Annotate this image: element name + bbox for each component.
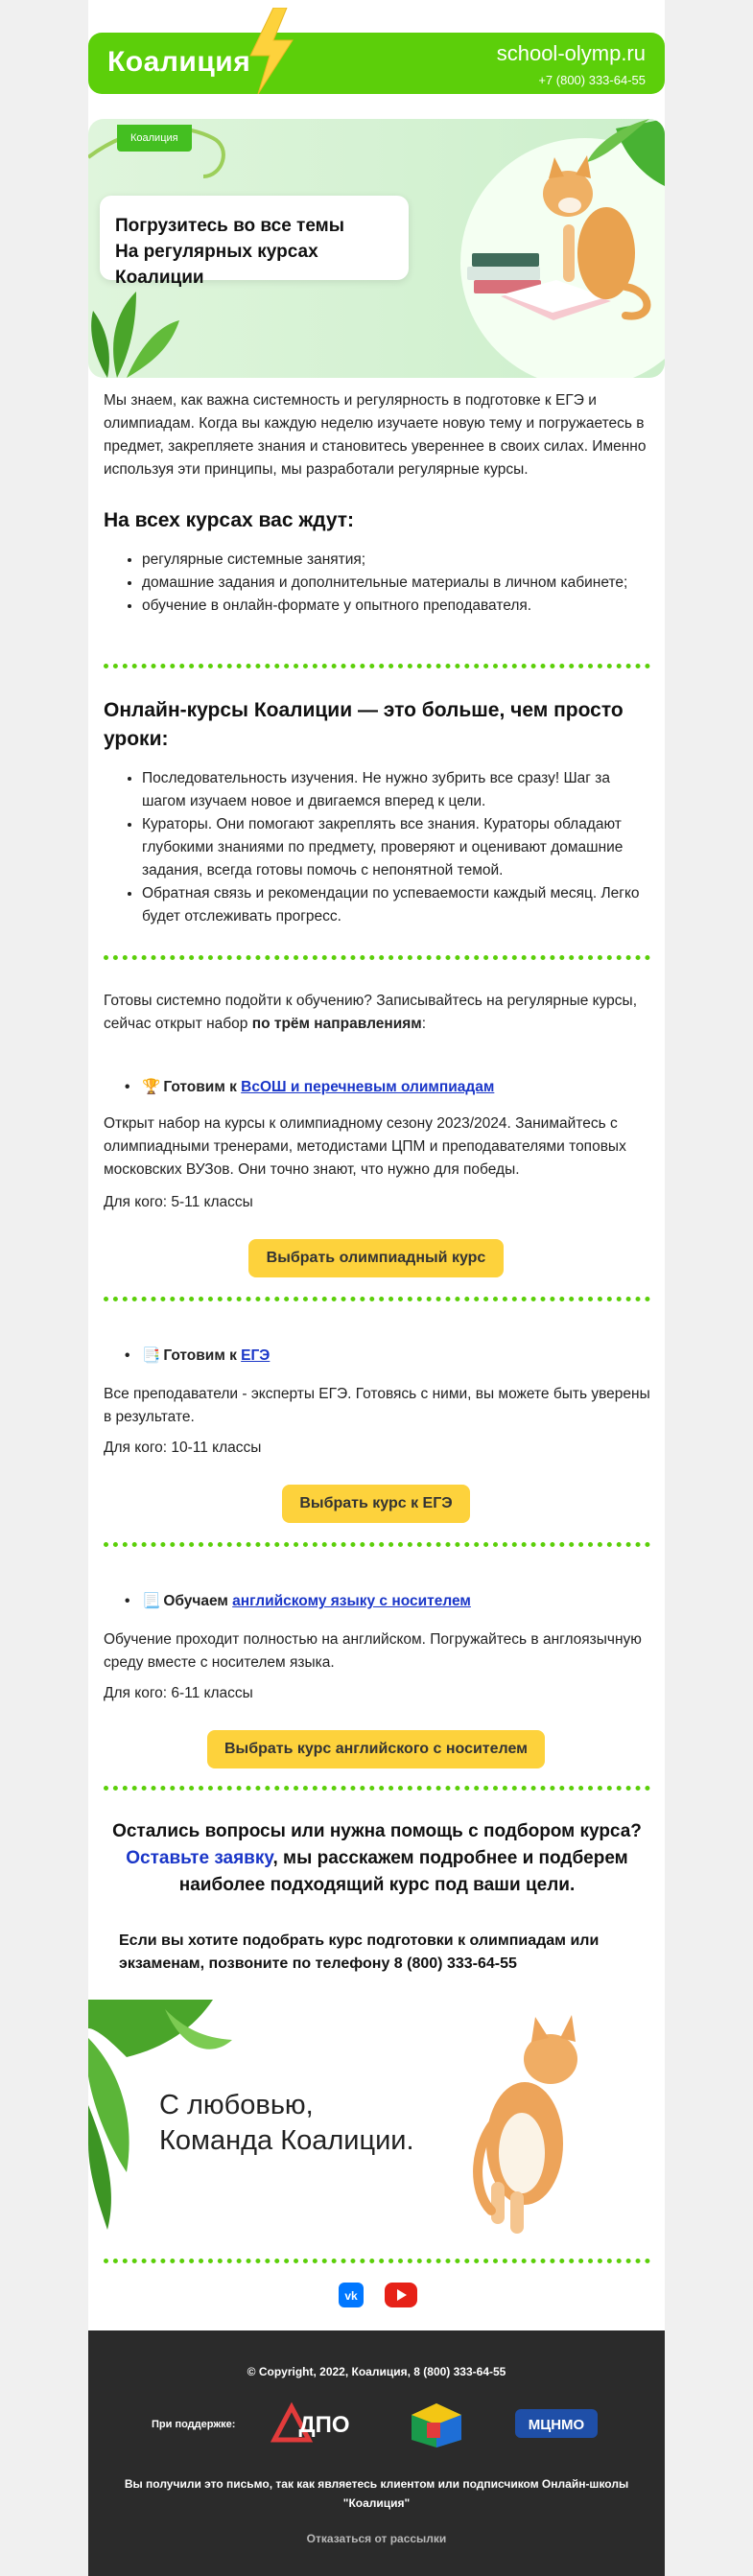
track-prefix: Готовим к (163, 1347, 242, 1364)
hero-badge: Коалиция (117, 125, 192, 152)
page-icon: 📃 (142, 1593, 161, 1609)
vk-icon[interactable] (339, 2283, 364, 2307)
ege-link[interactable]: ЕГЭ (241, 1347, 271, 1364)
track-prefix: Обучаем (163, 1593, 233, 1609)
email-body (88, 0, 665, 2576)
svg-text:vk: vk (344, 2289, 358, 2303)
more-title: Онлайн-курсы Коалиции — это больше, чем просто уроки: (104, 699, 624, 750)
track-olympiad-description: Открыт набор на курсы к олимпиадному сезону 2023/2024. Занимайтесь с олимпиадными тренерами, методистами ЦПМ и преподавателями топовых московских ВУЗов. Они точно знают, что нужно для победы. (104, 1115, 626, 1178)
outro-line-2: Команда Коалиции. (159, 2125, 414, 2156)
dotted-divider (104, 955, 650, 960)
ready-bold: по трём направлениям (251, 1016, 422, 1032)
list-item: • обучение в онлайн-формате у опытного преподавателя. (142, 595, 650, 618)
youtube-icon[interactable] (385, 2283, 417, 2307)
hero-banner[interactable] (88, 119, 665, 378)
questions-rest: , мы расскажем подробнее и подберем наиболее подходящий курс под ваши цели. (178, 1848, 628, 1895)
list-item: • Кураторы. Они помогают закреплять все знания. Кураторы обладают глубокими знаниями по предмету, проверяют и оценивают домашние задания, всегда готовы помочь с непонятной темой. (142, 813, 650, 882)
ready-lead: Готовы системно подойти к обучению? Записывайтесь на регулярные курсы, сейчас открыт набор (104, 993, 637, 1032)
outro-banner (88, 2000, 665, 2251)
svg-text:ДПО: ДПО (298, 2412, 350, 2438)
header-phone[interactable]: +7 (800) 333-64-55 (538, 73, 646, 87)
awaits-list (142, 549, 650, 618)
track-english-audience: Для кого: 6-11 классы (104, 1685, 253, 1701)
site-link[interactable]: school-olymp.ru (496, 41, 646, 65)
track-english-description: Обучение проходит полностью на английском. Погружайтесь в англоязычную среду вместе с носителем языка. (104, 1631, 642, 1671)
olympiad-course-button[interactable]: Выбрать олимпиадный курс (248, 1239, 504, 1277)
english-link[interactable]: английскому языку с носителем (232, 1593, 471, 1609)
call-text: Если вы хотите подобрать курс подготовки к олимпиадам или экзаменам, позвоните по телефону 8 (800) 333-64-55 (119, 1932, 600, 1972)
hero-card (100, 196, 409, 288)
english-course-button[interactable]: Выбрать курс английского с носителем (207, 1730, 545, 1768)
copyright: © Copyright, 2022, Коалиция, 8 (800) 333-64-55 (247, 2365, 506, 2378)
dotted-divider (104, 2259, 650, 2263)
list-item: • Последовательность изучения. Не нужно зубрить все сразу! Шаг за шагом изучаем новое и двигаемся вперед к цели. (142, 767, 650, 813)
cube-logo (408, 2401, 465, 2449)
track-ege-description: Все преподаватели - эксперты ЕГЭ. Готовясь с ними, вы можете быть уверены в результате. (104, 1386, 650, 1425)
subscription-notice: Вы получили это письмо, так как являетесь клиентом или подписчиком Онлайн-школы "Коалиция" (124, 2477, 629, 2510)
dotted-divider (104, 1786, 650, 1791)
list-item: • домашние задания и дополнительные материалы в личном кабинете; (142, 572, 650, 595)
svg-text:МЦНМО: МЦНМО (528, 2417, 585, 2433)
leave-request-link[interactable]: Оставьте заявку (126, 1848, 273, 1868)
track-prefix: Готовим к (163, 1079, 242, 1095)
questions-line: Остались вопросы или нужна помощь с подбором курса? (112, 1821, 642, 1841)
track-english-title (142, 1590, 650, 1613)
intro-text: Мы знаем, как важна системность и регулярность в подготовке к ЕГЭ и олимпиадам. Когда вы каждую неделю изучаете новую тему и погружаетесь в предмет, закрепляете знания и становитесь увереннее в своих силах. Именно используя эти принципы, мы разработали регулярные курсы. (104, 392, 647, 478)
questions-block (104, 1818, 650, 1899)
list-item: • Обратная связь и рекомендации по успеваемости каждый месяц. Легко будет отслеживать прогресс. (142, 882, 650, 928)
hero-line-1: Погрузитесь во все темы (115, 216, 344, 236)
brand-name[interactable]: Коалиция (107, 46, 251, 78)
trophy-icon: 🏆 (142, 1079, 161, 1095)
header-bar (88, 33, 665, 94)
bookmark-tabs-icon: 📑 (142, 1347, 161, 1364)
ready-text (104, 990, 650, 1036)
social-links (88, 2283, 665, 2311)
lightning-icon (245, 8, 298, 94)
outro-signature (159, 2088, 414, 2159)
mccme-logo (513, 2401, 600, 2444)
ready-tail: : (421, 1016, 427, 1032)
dpo-logo (271, 2401, 363, 2444)
list-item: • регулярные системные занятия; (142, 549, 650, 572)
dotted-divider (104, 1542, 650, 1547)
support-label: При поддержке: (152, 2419, 236, 2430)
hero-line-2: На регулярных курсах Коалиции (115, 242, 318, 288)
dotted-divider (104, 1297, 650, 1301)
footer (88, 2330, 665, 2576)
unsubscribe-link[interactable]: Отказаться от рассылки (306, 2532, 447, 2545)
track-ege-audience: Для кого: 10-11 классы (104, 1440, 262, 1456)
ege-course-button[interactable]: Выбрать курс к ЕГЭ (282, 1485, 470, 1523)
awaits-title: На всех курсах вас ждут: (104, 509, 355, 531)
dotted-divider (104, 664, 650, 668)
outro-line-1: С любовью, (159, 2090, 314, 2120)
track-olympiad-audience: Для кого: 5-11 классы (104, 1194, 253, 1210)
questions-cta (104, 1845, 650, 1899)
track-ege-title (142, 1345, 650, 1368)
more-list (142, 767, 650, 928)
track-olympiad-title (142, 1076, 650, 1099)
olympiad-link[interactable]: ВсОШ и перечневым олимпиадам (241, 1079, 495, 1095)
